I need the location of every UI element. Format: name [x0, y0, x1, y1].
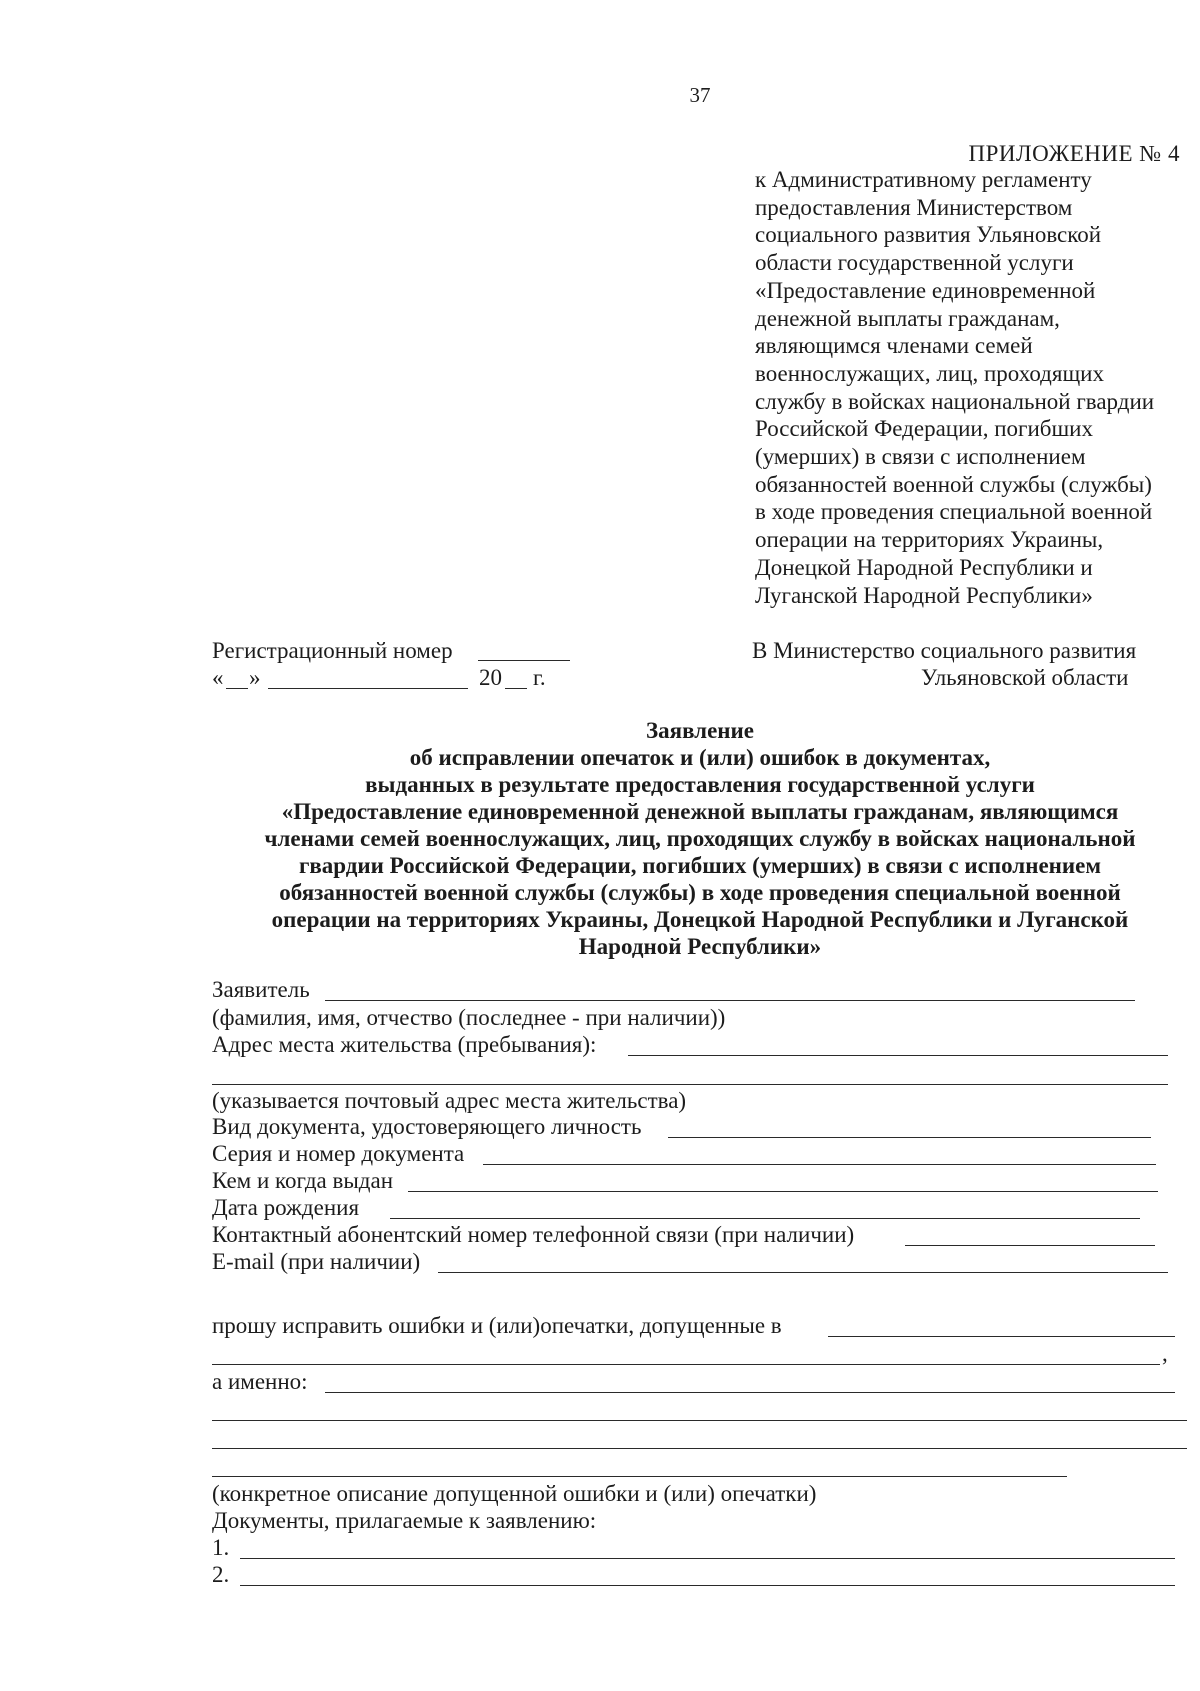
appendix-line: предоставления Министерством [755, 194, 1073, 220]
date-month-field[interactable] [268, 688, 468, 689]
appendix-line: операции на территориях Украины, [755, 527, 1104, 553]
appendix-line: Донецкой Народной Республики и [755, 554, 1093, 580]
email-field[interactable] [438, 1272, 1168, 1273]
request-comma: , [1162, 1341, 1168, 1366]
appendix-line: денежной выплаты гражданам, [755, 305, 1060, 331]
applicant-label: Заявитель [212, 977, 310, 1002]
appendix-title: ПРИЛОЖЕНИЕ № 4 [968, 141, 1180, 166]
appendix-line: (умерших) в связи с исполнением [755, 444, 1086, 470]
date-day-field[interactable] [226, 688, 248, 689]
address-field[interactable] [628, 1055, 1168, 1056]
statement-subtitle-line: об исправлении опечаток и (или) ошибок в документах, [409, 745, 991, 770]
error-description-line-3[interactable] [212, 1448, 1187, 1449]
statement-subtitle-line: операции на территориях Украины, Донецкой Народной Республики и Луганской [271, 907, 1129, 932]
statement-subtitle-line: выданных в результате предоставления государственной услуги [365, 772, 1035, 797]
email-label: E-mail (при наличии) [212, 1249, 421, 1274]
request-document-field-continued[interactable] [212, 1364, 1160, 1365]
attachment-number: 2. [212, 1562, 230, 1587]
statement-subtitle-line: Народной Республики» [578, 934, 822, 959]
appendix-line: Луганской Народной Республики» [755, 582, 1093, 608]
issued-label: Кем и когда выдан [212, 1168, 394, 1193]
applicant-hint: (фамилия, имя, отчество (последнее - при наличии)) [212, 1005, 726, 1030]
request-document-field[interactable] [828, 1336, 1175, 1337]
page-number: 37 [689, 83, 711, 107]
registration-number-field[interactable] [478, 660, 570, 661]
appendix-line: Российской Федерации, погибших [755, 416, 1093, 442]
error-description-line-4[interactable] [212, 1476, 1067, 1477]
id-doc-label: Вид документа, удостоверяющего личность [212, 1114, 642, 1139]
statement-title: Заявление [645, 718, 755, 743]
appendix-reference [755, 166, 1154, 609]
date-year-field[interactable] [505, 688, 527, 689]
attachment-field-2[interactable] [240, 1585, 1175, 1586]
birth-date-label: Дата рождения [212, 1195, 360, 1220]
statement-subtitle-line: членами семей военнослужащих, лиц, проходящих службу в войсках национальной [264, 826, 1136, 851]
applicant-field[interactable] [325, 1000, 1135, 1001]
recipient-line-2: Ульяновской области [921, 665, 1129, 690]
statement-subtitle-line: гвардии Российской Федерации, погибших (умерших) в связи с исполнением [298, 853, 1102, 878]
error-description-field[interactable] [325, 1392, 1175, 1393]
birth-date-field[interactable] [390, 1218, 1140, 1219]
date-open-quote: « [212, 665, 224, 690]
statement-subtitle-line: обязанностей военной службы (службы) в ходе проведения специальной военной [279, 880, 1121, 905]
id-doc-field[interactable] [668, 1137, 1151, 1138]
date-year-suffix: г. [533, 665, 546, 690]
appendix-line: военнослужащих, лиц, проходящих [755, 360, 1104, 386]
attachment-number: 1. [212, 1535, 230, 1560]
appendix-line: области государственной услуги [755, 250, 1074, 276]
appendix-line: являющимся членами семей [755, 333, 1033, 359]
phone-label: Контактный абонентский номер телефонной связи (при наличии) [212, 1222, 855, 1247]
appendix-line: обязанностей военной службы (службы) [755, 471, 1152, 497]
address-field-continued[interactable] [212, 1084, 1168, 1085]
date-year-prefix: 20 [479, 665, 502, 690]
recipient-line-1: В Министерство социального развития [752, 638, 1137, 663]
namely-label: а именно: [212, 1369, 308, 1394]
statement-subtitle-line: «Предоставление единовременной денежной выплаты гражданам, являющимся [281, 799, 1119, 824]
address-label: Адрес места жительства (пребывания): [212, 1032, 597, 1057]
request-label: прошу исправить ошибки и (или)опечатки, допущенные в [212, 1313, 782, 1338]
appendix-line: в ходе проведения специальной военной [755, 499, 1153, 525]
series-field[interactable] [483, 1164, 1156, 1165]
registration-number-label: Регистрационный номер [212, 638, 453, 663]
phone-field[interactable] [905, 1245, 1155, 1246]
date-close-quote: » [249, 665, 261, 690]
series-label: Серия и номер документа [212, 1141, 465, 1166]
attachments-label: Документы, прилагаемые к заявлению: [212, 1508, 597, 1533]
attachment-field-1[interactable] [240, 1558, 1175, 1559]
address-hint: (указывается почтовый адрес места жительства) [212, 1088, 687, 1113]
error-description-line-2[interactable] [212, 1420, 1187, 1421]
appendix-line: социального развития Ульяновской [755, 222, 1102, 248]
error-description-hint: (конкретное описание допущенной ошибки и (или) опечатки) [212, 1481, 817, 1506]
appendix-line: к Административному регламенту [755, 167, 1092, 192]
appendix-line: «Предоставление единовременной [755, 277, 1096, 303]
appendix-line: службу в войсках национальной гвардии [755, 388, 1155, 414]
issued-field[interactable] [408, 1191, 1158, 1192]
